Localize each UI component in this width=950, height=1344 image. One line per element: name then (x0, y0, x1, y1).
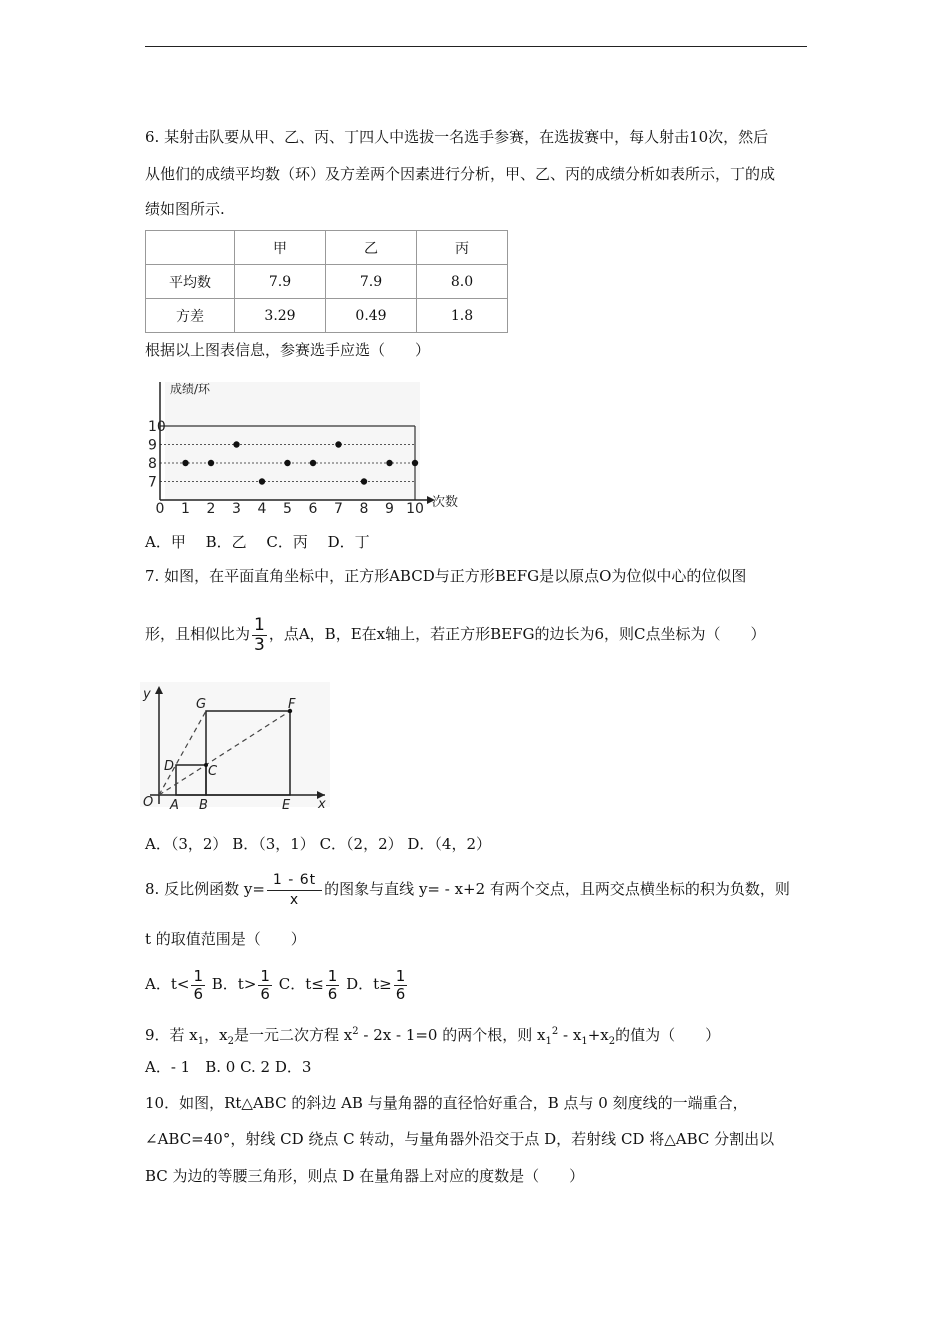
table-cell: 7.9 (235, 265, 326, 299)
label-x: x (318, 797, 326, 812)
y-tick-label: 9 (148, 437, 157, 454)
label-d: D (164, 759, 175, 774)
label-a: A (170, 798, 179, 812)
x-tick-label: 10 (406, 501, 424, 514)
x-tick-label: 3 (232, 501, 241, 514)
table-header-row (146, 231, 508, 265)
fraction-numerator: 1 (395, 966, 406, 985)
fraction-numerator: 1 (260, 966, 270, 985)
table-header-cell: 丙 (417, 231, 508, 265)
q9-text: 的值为（ ） (615, 1026, 721, 1044)
table-row (146, 265, 508, 299)
table-cell: 7.9 (326, 265, 417, 299)
option-fraction (258, 968, 272, 1003)
fraction-numerator: 1 (327, 966, 338, 985)
q8-options (145, 962, 409, 1006)
data-point (182, 460, 188, 466)
data-point (208, 460, 214, 466)
q10-line-3: BC 为边的等腰三角形，则点 D 在量角器上对应的度数是（ ） (145, 1167, 585, 1185)
option-fraction (326, 968, 340, 1003)
q9-options: A．- 1 B. 0 C. 2 D．3 (145, 1058, 312, 1076)
q6-line-1: 6. 某射击队要从甲、乙、丙、丁四人中选拔一名选手参赛，在选拔赛中，每人射击10次，然后 (145, 128, 769, 146)
q10-line-2: ∠ABC=40°，射线 CD 绕点 C 转动，与量角器外沿交于点 D，若射线 CD 将△ABC 分割出以 (145, 1130, 775, 1148)
q8-option-a (145, 966, 207, 1003)
q7-line-2-post: ，点A，B，E在x轴上，若正方形BEFG的边长为6，则C点坐标为（ ） (268, 625, 766, 643)
fraction-denominator: 6 (395, 984, 406, 1003)
fraction-denominator: 3 (254, 634, 265, 655)
table-row (146, 299, 508, 333)
x-tick-label: 8 (359, 501, 369, 514)
data-point (233, 441, 239, 447)
chart-x-axis-label: 次数 (432, 495, 459, 510)
data-point (361, 478, 367, 484)
q8-option-b (211, 966, 274, 1003)
data-point (335, 441, 341, 447)
x-tick-label: 1 (181, 501, 190, 514)
q9-text: 是一元二次方程 x (234, 1026, 353, 1044)
q8-line-2: t 的取值范围是（ ） (145, 930, 306, 948)
table-cell: 方差 (146, 299, 235, 333)
label-e: E (282, 798, 291, 812)
x-tick-label: 2 (206, 501, 216, 514)
x-tick-label: 9 (385, 501, 394, 514)
x-tick-label: 4 (257, 501, 267, 514)
q6-score-scatter-chart (140, 374, 470, 514)
q9-subscript: 2 (608, 1036, 616, 1047)
q6-options: A．甲 B．乙 C．丙 D．丁 (145, 533, 370, 551)
q9-text: 9．若 x (145, 1026, 198, 1044)
table-cell: 0.49 (326, 299, 417, 333)
q9-subscript: 2 (227, 1036, 234, 1047)
q9-text: - 2x - 1=0 的两个根，则 x (358, 1026, 546, 1044)
q7-line-1: 7. 如图，在平面直角坐标中，正方形ABCD与正方形BEFG是以原点O为位似中心的位似图 (145, 567, 747, 585)
data-point (310, 460, 316, 466)
table-header-cell: 甲 (235, 231, 326, 265)
option-fraction (394, 968, 408, 1003)
table-header-cell: 乙 (326, 231, 417, 265)
q9-subscript: 1 (545, 1036, 552, 1047)
q6-stats-table (145, 230, 508, 333)
q8-line-1 (145, 866, 790, 912)
table-cell: 1.8 (417, 299, 508, 333)
label-f: F (288, 697, 296, 712)
option-fraction (191, 968, 205, 1003)
q7-ratio-fraction (252, 616, 267, 655)
fraction-numerator: 1 (193, 966, 203, 985)
q8-option-c (278, 966, 342, 1003)
x-tick-label: 5 (283, 501, 292, 514)
fraction-denominator: 6 (327, 984, 338, 1003)
label-g: G (196, 697, 207, 712)
label-c: C (208, 764, 218, 779)
fraction-denominator: 6 (260, 984, 270, 1003)
q6-prompt: 根据以上图表信息，参赛选手应选（ ） (145, 341, 431, 359)
q7-line-2 (145, 614, 766, 655)
q9-superscript: 2 (352, 1026, 359, 1037)
q7-similar-squares-figure (140, 682, 335, 812)
q9-text: +x (587, 1026, 609, 1044)
table-header-cell (146, 231, 235, 265)
q10-line-1: 10．如图，Rt△ABC 的斜边 AB 与量角器的直径恰好重合，B 点与 0 刻度线的一端重合， (145, 1094, 748, 1112)
option-label: B．t> (211, 975, 257, 993)
header-rule (145, 46, 807, 47)
table-cell: 平均数 (146, 265, 235, 299)
option-label: A．t< (145, 975, 190, 993)
y-tick-label: 8 (148, 456, 157, 472)
q9-line-1 (145, 1022, 720, 1052)
data-point (284, 460, 290, 466)
q6-line-2: 从他们的成绩平均数（环）及方差两个因素进行分析，甲、乙、丙的成绩分析如表所示，丁的成 (145, 165, 776, 183)
fraction-numerator: 1 (254, 614, 265, 635)
q6-line-3: 绩如图所示. (145, 200, 225, 218)
q8-option-d (346, 966, 409, 1003)
data-point (412, 460, 418, 466)
x-tick-label: 0 (155, 501, 165, 514)
label-y: y (143, 687, 151, 702)
q9-text: ，x (204, 1026, 228, 1044)
q9-subscript: 1 (197, 1036, 205, 1047)
x-tick-label: 6 (308, 501, 318, 514)
fraction-numerator: 1 - 6t (272, 871, 317, 888)
y-tick-label: 7 (148, 474, 157, 491)
q7-line-2-pre: 形，且相似比为 (145, 625, 251, 643)
data-point (386, 460, 392, 466)
fraction-denominator: x (267, 890, 322, 910)
option-label: D．t≥ (346, 975, 392, 993)
data-point (259, 478, 265, 484)
q9-text: - x (558, 1026, 582, 1044)
label-o: O (143, 795, 154, 810)
q9-subscript: 1 (581, 1036, 588, 1047)
y-tick-label: 10 (148, 419, 166, 435)
q8-function-fraction (267, 871, 322, 910)
table-cell: 8.0 (417, 265, 508, 299)
table-cell: 3.29 (235, 299, 326, 333)
x-tick-label: 7 (334, 501, 343, 514)
q9-superscript: 2 (551, 1026, 559, 1037)
chart-background (165, 382, 420, 500)
q7-options: A．（3，2） B．（3，1） C．（2，2） D．（4，2） (145, 835, 492, 853)
option-label: C．t≤ (278, 975, 324, 993)
fraction-denominator: 6 (193, 984, 203, 1003)
q8-post: 的图象与直线 y= - x+2 有两个交点，且两交点横坐标的积为负数，则 (324, 880, 790, 898)
q8-pre: 8. 反比例函数 y= (145, 880, 265, 898)
chart-y-axis-label: 成绩/环 (170, 382, 211, 396)
label-b: B (199, 798, 208, 812)
